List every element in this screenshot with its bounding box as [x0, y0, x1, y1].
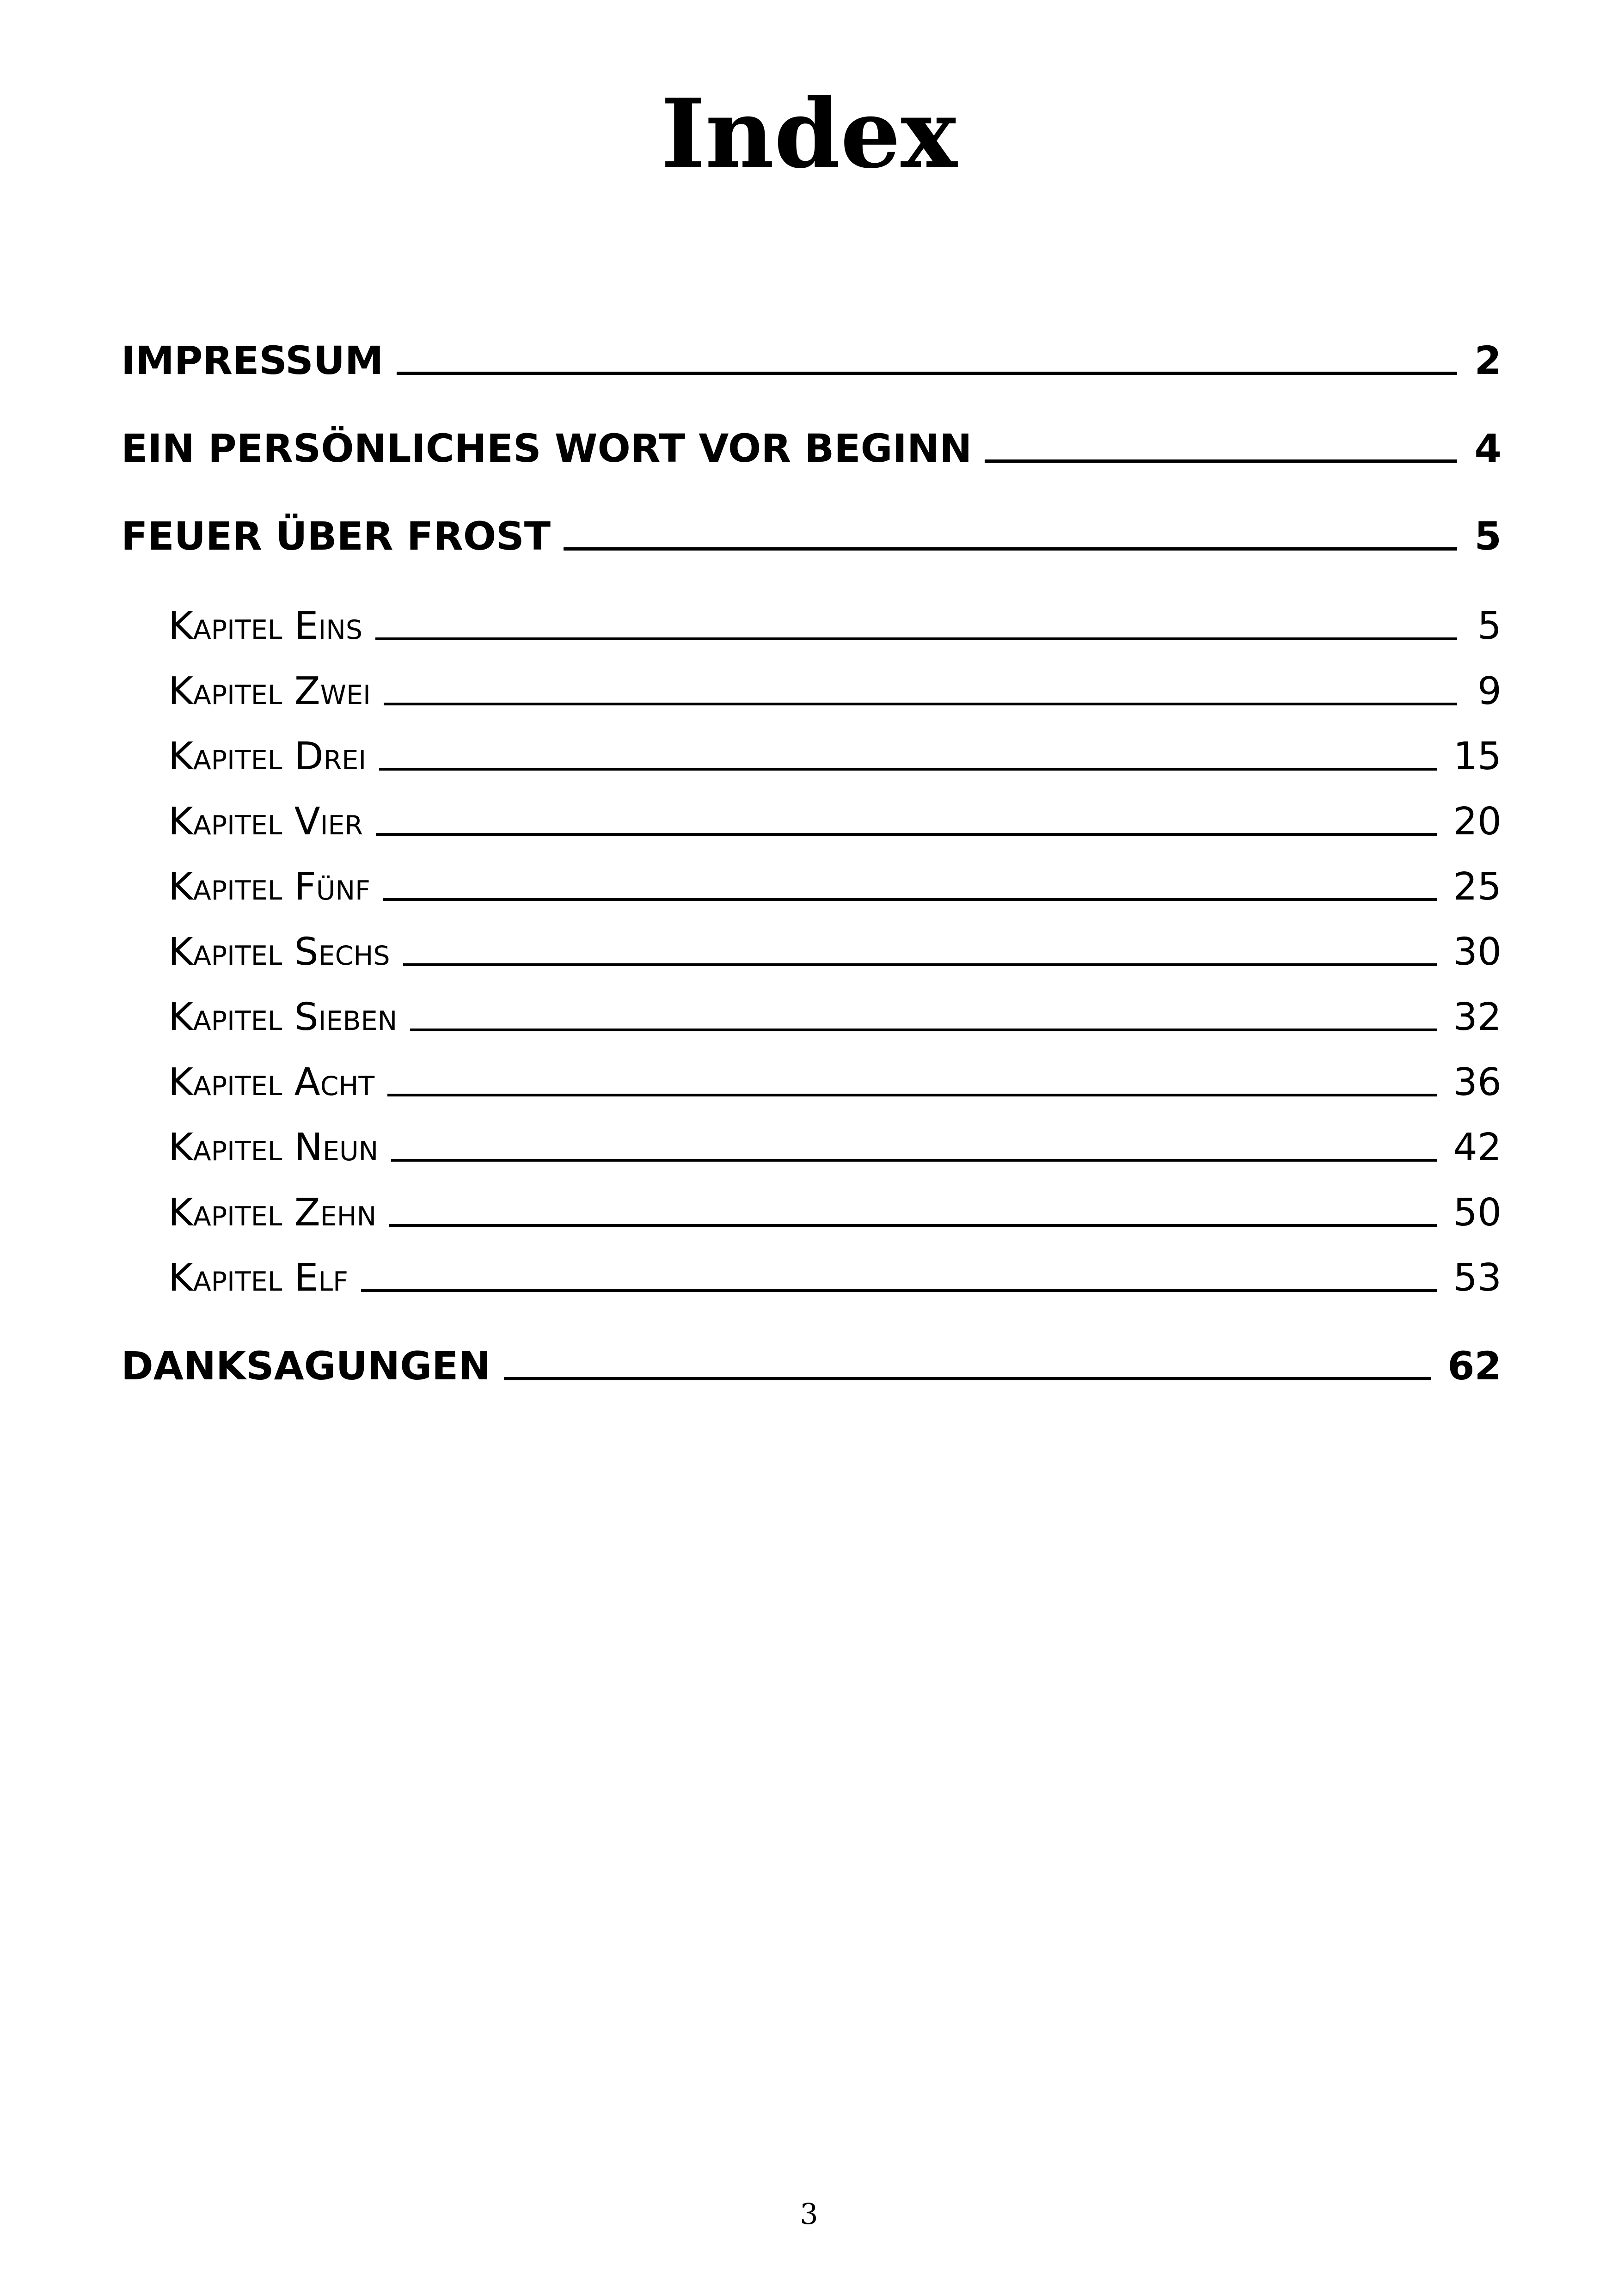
toc-entry-page: 36	[1453, 1060, 1502, 1104]
toc-entry-kapitel-sieben[interactable]	[168, 990, 1502, 1045]
toc-leader-line	[375, 637, 1457, 640]
toc-entry-kapitel-drei[interactable]	[168, 729, 1502, 784]
toc-entry-feuer-ueber-frost[interactable]	[121, 506, 1502, 566]
toc-entry-page: 5	[1474, 514, 1502, 559]
toc-entry-label: Kapitel Zwei	[168, 669, 371, 713]
toc-entry-page: 32	[1453, 995, 1502, 1039]
toc-leader-line	[397, 372, 1458, 375]
toc-entry-label: EIN PERSÖNLICHES WORT VOR BEGINN	[121, 426, 972, 471]
toc-entry-label: DANKSAGUNGEN	[121, 1343, 491, 1389]
toc-entry-page: 4	[1474, 426, 1502, 471]
toc-entry-page: 15	[1453, 735, 1502, 778]
toc-entry-page: 50	[1453, 1191, 1502, 1235]
toc-entry-label: Kapitel Sechs	[168, 930, 390, 974]
toc-entry-page: 25	[1453, 865, 1502, 909]
toc-entry-label: Kapitel Elf	[168, 1256, 348, 1300]
toc-entry-kapitel-zehn[interactable]	[168, 1185, 1502, 1241]
toc-entry-label: Kapitel Eins	[168, 604, 363, 648]
toc-entry-label: FEUER ÜBER FROST	[121, 514, 551, 559]
toc-leader-line	[389, 1224, 1436, 1227]
toc-leader-line	[403, 963, 1437, 966]
toc-entry-kapitel-sechs[interactable]	[168, 925, 1502, 980]
toc-entry-persoenliches-wort[interactable]	[121, 418, 1502, 478]
toc-entry-label: Kapitel Zehn	[168, 1191, 377, 1235]
toc-entry-page: 42	[1453, 1126, 1502, 1169]
toc-leader-line	[361, 1289, 1437, 1292]
toc-entry-kapitel-vier[interactable]	[168, 794, 1502, 850]
toc-entry-kapitel-fuenf[interactable]	[168, 859, 1502, 915]
toc-leader-line	[504, 1377, 1431, 1380]
toc-entry-kapitel-neun[interactable]	[168, 1120, 1502, 1176]
toc-entry-page: 9	[1477, 669, 1502, 713]
toc-leader-line	[387, 1094, 1436, 1096]
toc-leader-line	[383, 898, 1437, 901]
toc-leader-line	[379, 768, 1436, 771]
toc-entry-page: 53	[1453, 1256, 1502, 1300]
toc-entry-label: Kapitel Drei	[168, 735, 367, 778]
toc-leader-line	[564, 547, 1457, 551]
toc-leader-line	[376, 833, 1437, 836]
toc-entry-kapitel-acht[interactable]	[168, 1055, 1502, 1110]
footer-page-number: 3	[800, 2197, 818, 2231]
toc-entry-page: 30	[1453, 930, 1502, 974]
page-title: Index	[661, 79, 957, 190]
toc-entry-kapitel-elf[interactable]	[168, 1250, 1502, 1306]
toc-leader-line	[391, 1159, 1436, 1162]
toc-entry-label: IMPRESSUM	[121, 338, 384, 383]
toc-entry-label: Kapitel Sieben	[168, 995, 398, 1039]
toc-entry-kapitel-zwei[interactable]	[168, 664, 1502, 719]
toc-leader-line	[384, 703, 1457, 705]
toc-leader-line	[410, 1029, 1436, 1031]
toc-entry-page: 20	[1453, 800, 1502, 844]
toc-leader-line	[985, 459, 1457, 463]
toc-entry-page: 62	[1447, 1343, 1502, 1389]
toc-entry-label: Kapitel Acht	[168, 1060, 375, 1104]
toc-entry-label: Kapitel Neun	[168, 1126, 379, 1169]
toc-entry-kapitel-eins[interactable]	[168, 599, 1502, 654]
toc-entry-danksagungen[interactable]	[121, 1336, 1502, 1396]
toc-entry-page: 2	[1474, 338, 1502, 383]
toc-entry-label: Kapitel Fünf	[168, 865, 370, 909]
toc-entry-page: 5	[1477, 604, 1502, 648]
toc-entry-impressum[interactable]	[121, 331, 1502, 391]
toc-entry-label: Kapitel Vier	[168, 800, 363, 844]
